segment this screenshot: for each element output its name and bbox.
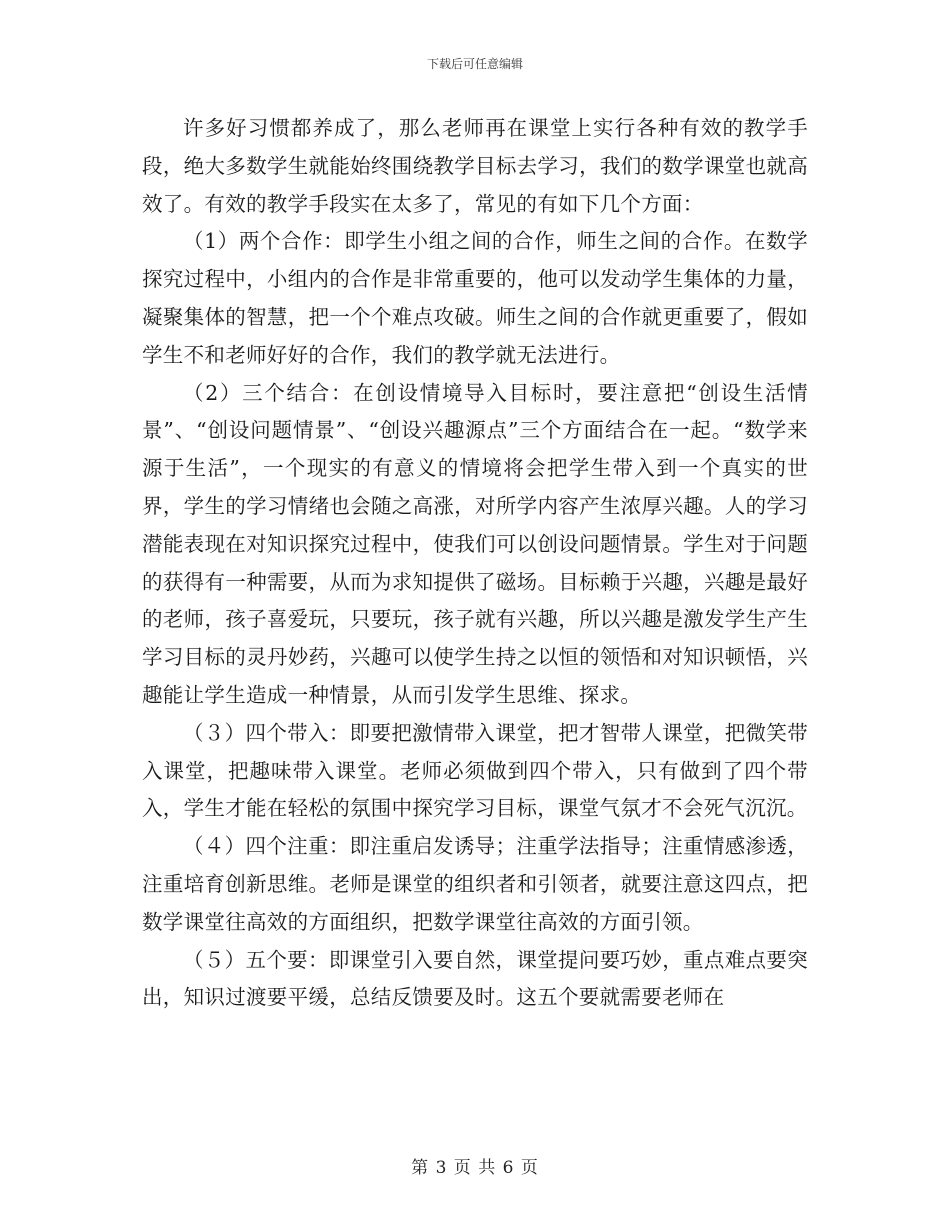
paragraph-two-cooperations: （1）两个合作：即学生小组之间的合作，师生之间的合作。在数学探究过程中，小组内的合作是非常重要的，他可以发动学生集体的力量，凝聚集体的智慧，把一个个难点攻破。师生之间的合作就更重要了，假如学生不和老师好好的合作，我们的教学就无法进行。 [142,229,808,367]
page-header: 下载后可任意编辑 [426,57,523,71]
paragraph-intro: 许多好习惯都养成了，那么老师再在课堂上实行各种有效的教学手段，绝大多数学生就能始终围绕教学目标去学习，我们的数学课堂也就高效了。有效的教学手段实在太多了，常见的有如下几个方面： [142,116,808,216]
page-footer: 第 3 页 共 6 页 [411,1158,539,1178]
paragraph-five-musts: （５）五个要：即课堂引入要自然，课堂提问要巧妙，重点难点要突出，知识过渡要平缓，总结反馈要及时。这五个要就需要老师在 [142,947,808,1010]
paragraph-four-bring-ins: （３）四个带入：即要把激情带入课堂，把才智带人课堂，把微笑带入课堂，把趣味带入课堂。老师必须做到四个带入，只有做到了四个带入，学生才能在轻松的氛围中探究学习目标，课堂气氛才不会死气沉沉。 [142,720,808,821]
paragraph-four-emphases: （４）四个注重：即注重启发诱导；注重学法指导；注重情感渗透，注重培育创新思维。老师是课堂的组织者和引领者，就要注意这四点，把数学课堂往高效的方面组织，把数学课堂往高效的方面引领。 [142,834,808,934]
document-body [142,110,808,1017]
paragraph-three-combinations: （2）三个结合：在创设情境导入目标时，要注意把“创设生活情景”、“创设问题情景”、“创设兴趣源点”三个方面结合在一起。“数学来源于生活”，一个现实的有意义的情境将会把学生带入到一个真实的世界，学生的学习情绪也会随之高涨，对所学内容产生浓厚兴趣。人的学习潜能表现在对知识探究过程中，使我们可以创设问题情景。学生对于问题的获得有一种需要，从而为求知提供了磁场。目标赖于兴趣，兴趣是最好的老师，孩子喜爱玩，只要玩，孩子就有兴趣，所以兴趣是激发学生产生学习目标的灵丹妙药，兴趣可以使学生持之以恒的领悟和对知识顿悟，兴趣能让学生造成一种情景，从而引发学生思维、探求。 [142,380,808,707]
